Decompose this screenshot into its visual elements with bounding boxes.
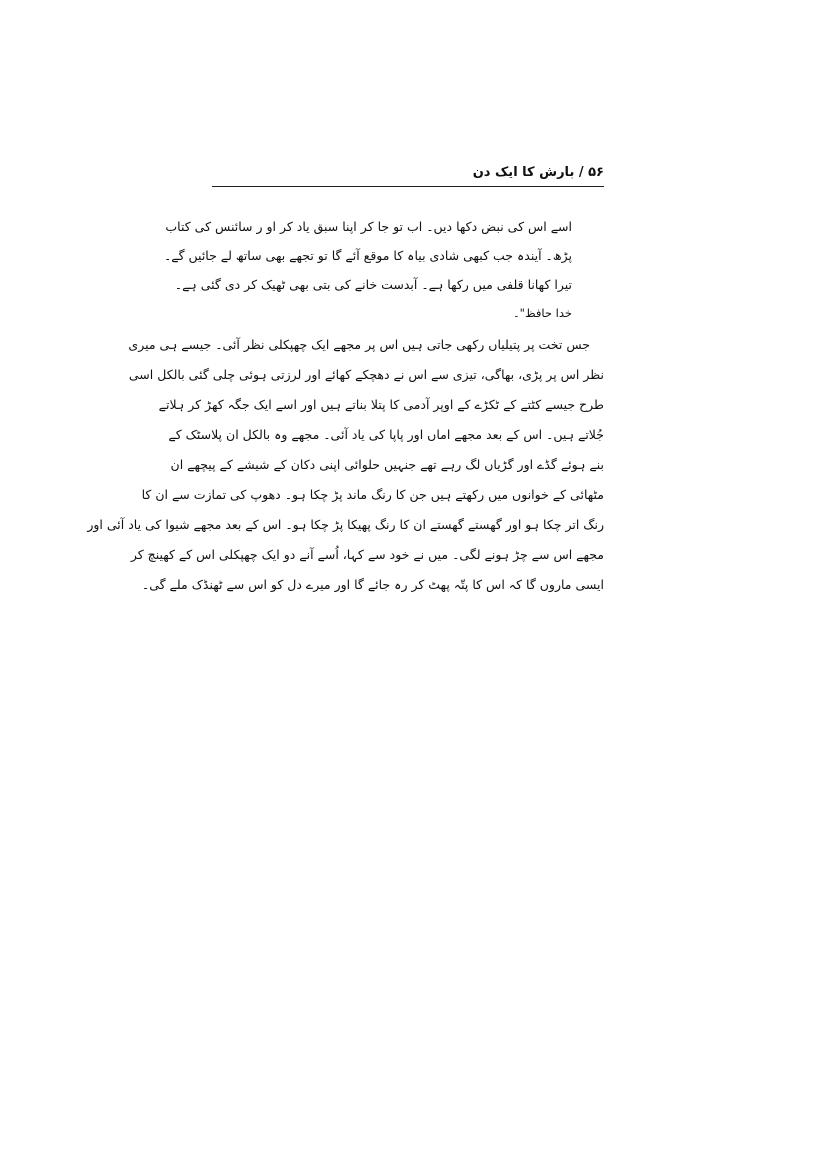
text-line: طرح جیسے کٹتے کے ٹکڑے کے اوپر آدمی کا پتلا بناتے ہیں اور اسے ایک جگہ کھڑ کر ہلاتے	[158, 397, 604, 412]
letter-block	[163, 212, 604, 328]
text-line: مجھے اس سے چڑ ہونے لگی۔ میں نے خود سے کہا، اُسے آنے دو ایک چھپکلی اس کے کھینچ کر	[130, 547, 604, 562]
running-header: ۵۶ / بارش کا ایک دن	[472, 165, 604, 180]
text-line: نظر اس پر پڑی، بھاگی، تیزی سے اس نے دھچکے کھائے اور لرزتی ہوئی چلی گئی بالکل اسی	[128, 367, 604, 382]
paragraph	[87, 330, 604, 600]
text-line: اسے اس کی نبض دکھا دیں۔ اب تو جا کر اپنا سبق یاد کر او ر سائنس کی کتاب	[165, 219, 572, 234]
text-line: تیرا کھانا قلفی میں رکھا ہے۔ آبدست خانے کی بتی بھی ٹھیک کر دی گئی ہے۔	[174, 277, 572, 292]
text-line: مٹھائی کے خوانوں میں رکھتے ہیں جن کا رنگ ماند پڑ چکا ہو۔ دھوپ کی تمازت سے ان کا	[141, 487, 604, 502]
closing-line: خدا حافظ"۔	[512, 306, 572, 320]
text-line: رنگ اتر چکا ہو اور گھستے گھستے ان کا رنگ پھیکا پڑ چکا ہو۔ اس کے بعد مجھے شیوا کی یاد آئی اور	[87, 517, 604, 532]
text-line: پڑھ۔ آیندہ جب کبھی شادی بیاہ کا موقع آئے گا تو تجھے بھی ساتھ لے جائیں گے۔	[163, 248, 572, 263]
text-line: جُلاتے ہیں۔ اس کے بعد مجھے اماں اور پاپا کی یاد آئی۔ مجھے وہ بالکل ان پلاسٹک کے	[168, 427, 604, 442]
text-line: ایسی ماروں گا کہ اس کا پتّہ پھٹ کر رہ جائے گا اور میرے دل کو اس سے ٹھنڈک ملے گی۔	[141, 577, 604, 592]
header-rule	[212, 186, 604, 187]
text-line: بنے ہوئے گڈے اور گڑیاں لگ رہے تھے جنہیں حلوائی اپنی دکان کے شیشے کے پیچھے ان	[170, 457, 604, 472]
text-line: جس تخت پر پتیلیاں رکھی جاتی ہیں اس پر مجھے ایک چھپکلی نظر آئی۔ جیسے ہی میری	[128, 337, 590, 352]
body-text	[87, 212, 604, 600]
